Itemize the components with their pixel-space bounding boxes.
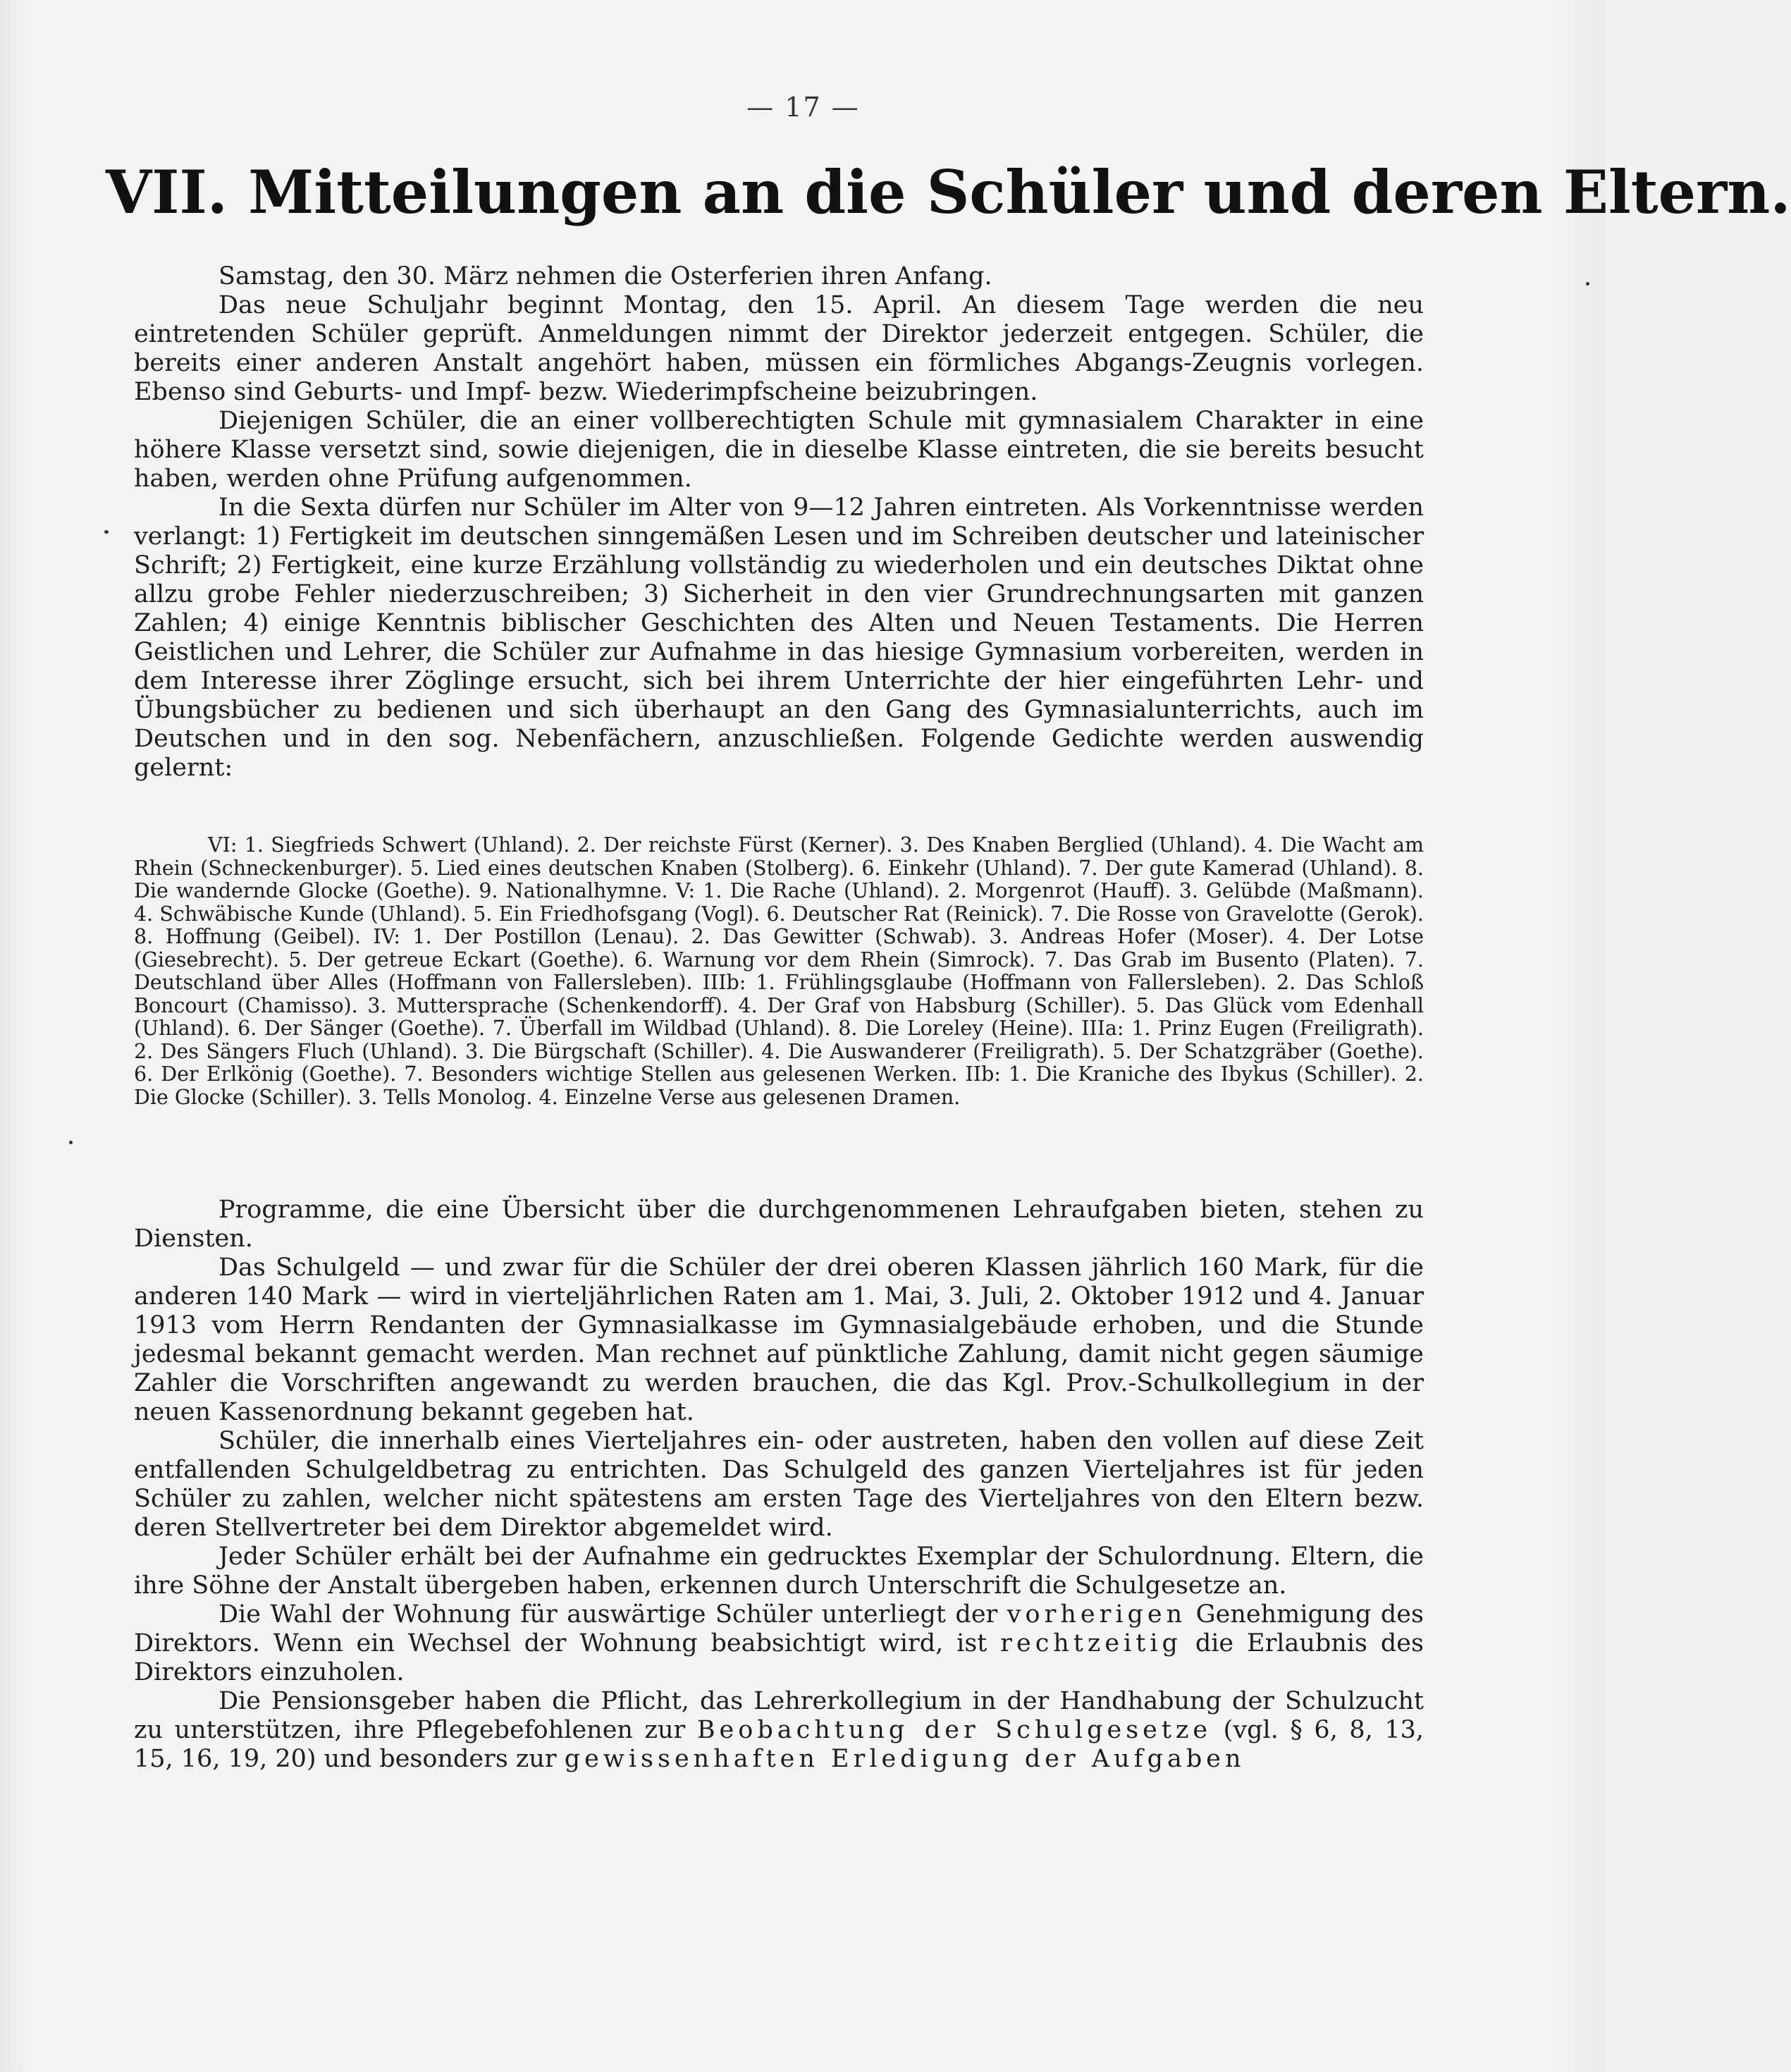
pension-emphasis-2: gewissenhaften Erledigung der Aufgaben bbox=[564, 1745, 1245, 1773]
paragraph-programme: Programme, die eine Übersicht über die durchgenommenen Lehraufgaben bieten, stehen zu Diensten. bbox=[134, 1196, 1424, 1253]
section-title: VII. Mitteilungen an die Schüler und deren Eltern. bbox=[106, 157, 1791, 227]
paragraph-schuljahr: Das neue Schuljahr beginnt Montag, den 15. April. An diesem Tage werden die neu eintretenden Schüler geprüft. Anmeldungen nimmt der Direktor jederzeit entgegen. Schüler, die bereits einer anderen Anstalt angehört haben, müssen ein förmliches Abgangs-Zeugnis vorlegen. Ebenso sind Geburts- und Impf- bezw. Wiederimpfscheine beizubringen. bbox=[134, 291, 1424, 406]
wohnung-text-3: die Erlaubnis des Direktors einzuholen. bbox=[134, 1629, 1424, 1686]
wohnung-emphasis-1: vorherigen bbox=[1007, 1600, 1187, 1629]
paragraph-schulordnung: Jeder Schüler erhält bei der Aufnahme ein gedrucktes Exemplar der Schulordnung. Eltern, die ihre Söhne der Anstalt übergeben haben, erkennen durch Unterschrift die Schulgesetze an. bbox=[134, 1543, 1424, 1600]
print-speck bbox=[1586, 282, 1589, 286]
print-speck bbox=[104, 530, 109, 534]
lower-text bbox=[134, 1196, 1424, 1774]
wohnung-text-2: Genehmigung des Direktors. Wenn ein Wechsel der Wohnung beabsichtigt wird, ist bbox=[134, 1600, 1424, 1657]
poem-list-lead: VI: 1. Siegfrieds Schwert (Uhland). 2. Der reichste Fürst (Kerner). 3. Des Knaben Berglied (Uhland). bbox=[208, 833, 1248, 857]
paragraph-schulgeld: Das Schulgeld — und zwar für die Schüler der drei oberen Klassen jährlich 160 Mark, für die anderen 140 Mark — wird in vierteljährlichen Raten am 1. Mai, 3. Juli, 2. Oktober 1912 und 4. Januar 1913 vom Herrn Rendanten der Gymnasialkasse im Gymnasialgebäude erhoben, und die Stunde jedesmal bekannt gemacht werden. Man rechnet auf pünktliche Zahlung, damit nicht gegen säumige Zahler die Vorschriften angewandt zu werden brauchen, die das Kgl. Prov.-Schulkollegium in der neuen Kassenordnung bekannt gegeben hat. bbox=[134, 1253, 1424, 1426]
wohnung-text-1: Die Wahl der Wohnung für auswärtige Schüler unterliegt der bbox=[219, 1600, 998, 1629]
wohnung-emphasis-2: rechtzeitig bbox=[1000, 1629, 1182, 1657]
poem-list bbox=[134, 834, 1424, 1109]
print-speck bbox=[69, 1141, 73, 1144]
poem-list-text bbox=[134, 834, 1424, 1109]
paragraph-pension bbox=[134, 1687, 1424, 1774]
paragraph-vierteljahr: Schüler, die innerhalb eines Vierteljahres ein- oder austreten, haben den vollen auf diese Zeit entfallenden Schulgeldbetrag zu entrichten. Das Schulgeld des ganzen Vierteljahres ist für jeden Schüler zu zahlen, welcher nicht spätestens am ersten Tage des Vierteljahres von den Eltern bezw. deren Stellvertreter bei dem Direktor abgemeldet wird. bbox=[134, 1427, 1424, 1542]
paragraph-sexta: In die Sexta dürfen nur Schüler im Alter von 9—12 Jahren eintreten. Als Vorkenntnisse werden verlangt: 1) Fertigkeit im deutschen sinngemäßen Lesen und im Schreiben deutscher und lateinischer Schrift; 2) Fertigkeit, eine kurze Erzählung vollständig zu wiederholen und ein deutsches Diktat ohne allzu grobe Fehler niederzuschreiben; 3) Sicherheit in den vier Grundrechnungsarten mit ganzen Zahlen; 4) einige Kenntnis biblischer Geschichten des Alten und Neuen Testaments. Die Herren Geistlichen und Lehrer, die Schüler zur Aufnahme in das hiesige Gymnasium vorbereiten, werden in dem Interesse ihrer Zöglinge ersucht, sich bei ihrem Unterrichte der hier eingeführten Lehr- und Übungsbücher zu bedienen und sich überhaupt an den Gang des Gymnasialunterrichts, auch im Deutschen und in den sog. Nebenfächern, anzuschließen. Folgende Gedichte werden auswendig gelernt: bbox=[134, 494, 1424, 782]
poem-list-rest: 4. Die Wacht am Rhein (Schneckenburger). 5. Lied eines deutschen Knaben (Stolberg). 6. Einkehr (Uhland). 7. Der gute Kamerad (Uhland). 8. Die wandernde Glocke (Goethe). 9. Nationalhymne. V: 1. Die Rache (Uhland). 2. Morgenrot (Hauff). 3. Gelübde (Maßmann). 4. Schwäbische Kunde (Uhland). 5. Ein Friedhofsgang (Vogl). 6. Deutscher Rat (Reinick). 7. Die Rosse von Gravelotte (Gerok). 8. Hoffnung (Geibel). IV: 1. Der Postillon (Lenau). 2. Das Gewitter (Schwab). 3. Andreas Hofer (Moser). 4. Der Lotse (Giesebrecht). 5. Der getreue Eckart (Goethe). 6. Warnung vor dem Rhein (Simrock). 7. Das Grab im Busento (Platen). 7. Deutschland über Alles (Hoffmann von Fallersleben). IIIb: 1. Frühlingsglaube (Hoffmann von Fallersleben). 2. Das Schloß Boncourt (Chamisso). 3. Muttersprache (Schenkendorff). 4. Der Graf von Habsburg (Schiller). 5. Das Glück vom Edenhall (Uhland). 6. Der Sänger (Goethe). 7. Überfall im Wildbad (Uhland). 8. Die Loreley (Heine). IIIa: 1. Prinz Eugen (Freiligrath). 2. Des Sängers Fluch (Uhland). 3. Die Bürgschaft (Schiller). 4. Die Auswanderer (Freiligrath). 5. Der Schatzgräber (Goethe). 6. Der Erlkönig (Goethe). 7. Besonders wichtige Stellen aus gelesenen Werken. IIb: 1. Die Kraniche des Ibykus (Schiller). 2. Die Glocke (Schiller). 3. Tells Monolog. 4. Einzelne Verse aus gelesenen Dramen. bbox=[134, 833, 1424, 1109]
upper-text bbox=[134, 262, 1424, 783]
page-number: — 17 — bbox=[746, 92, 860, 123]
pension-text-2: (vgl. § 6, 8, 13, 15, 16, 19, 20) und besonders zur bbox=[134, 1716, 1424, 1773]
pension-emphasis-1: Beobachtung der Schulgesetze bbox=[696, 1716, 1212, 1744]
paragraph-versetzung: Diejenigen Schüler, die an einer vollberechtigten Schule mit gymnasialem Charakter in eine höhere Klasse versetzt sind, sowie diejenigen, die in dieselbe Klasse eintreten, die sie bereits besucht haben, werden ohne Prüfung aufgenommen. bbox=[134, 407, 1424, 493]
paragraph-osterferien: Samstag, den 30. März nehmen die Osterferien ihren Anfang. bbox=[219, 262, 992, 290]
paragraph-wohnung bbox=[134, 1600, 1424, 1687]
pension-text-1: Die Pensionsgeber haben die Pflicht, das Lehrerkollegium in der Handhabung der Schulzucht zu unterstützen, ihre Pflegebefohlenen zur bbox=[134, 1687, 1424, 1744]
